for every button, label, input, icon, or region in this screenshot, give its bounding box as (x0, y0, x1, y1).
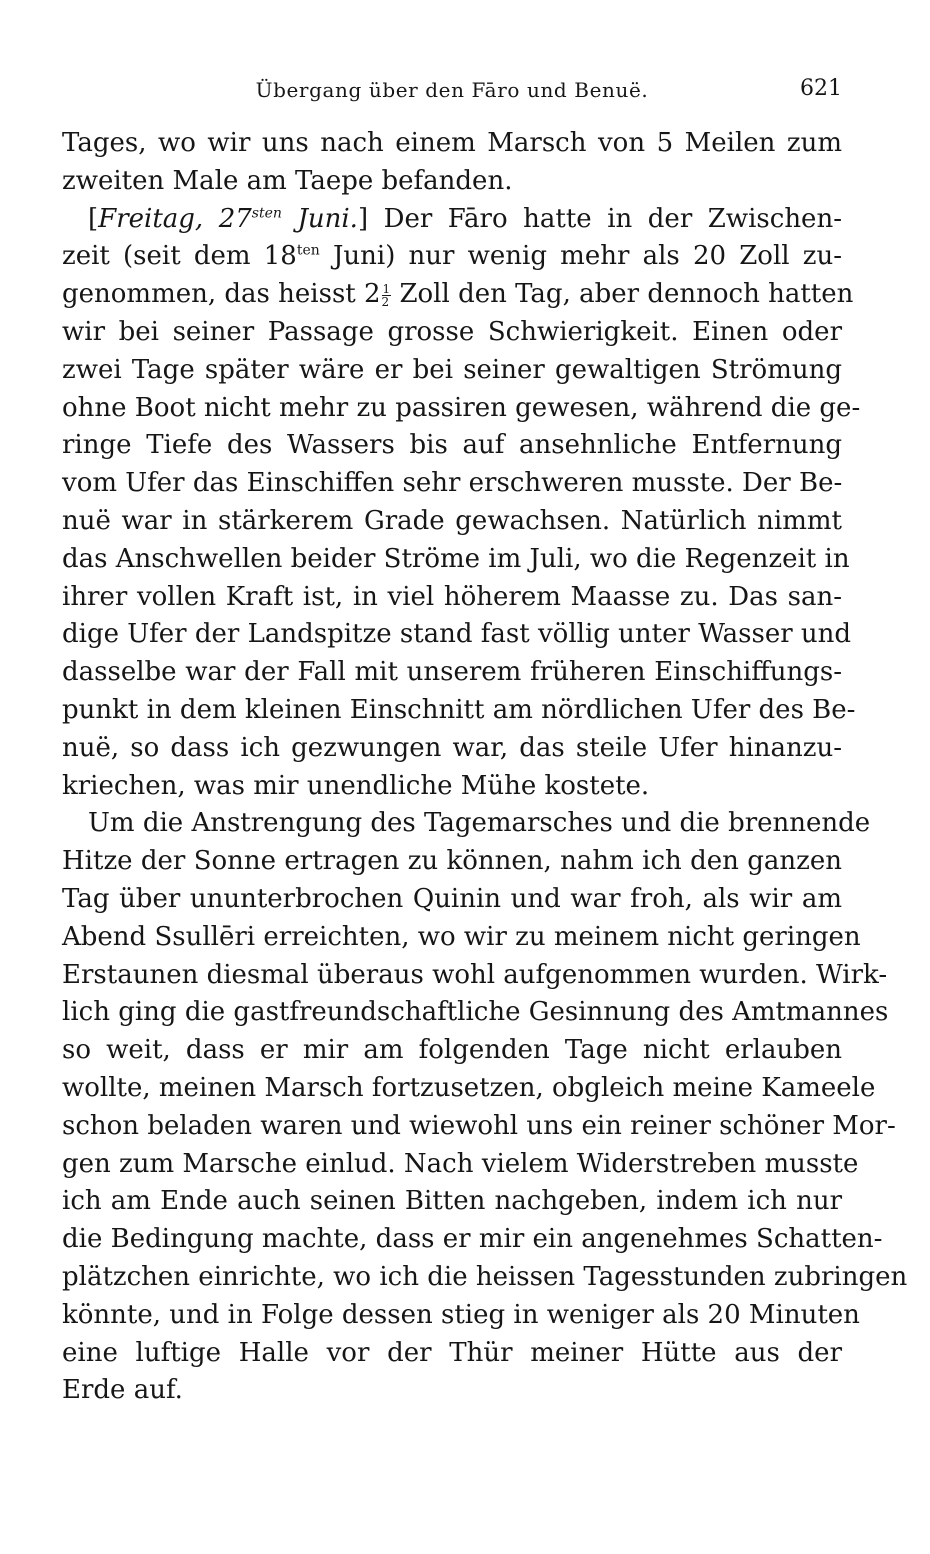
line-text: kriechen, was mir unendliche Mühe kostete. (62, 770, 650, 801)
line-text: so weit, dass er mir am folgenden Tage nicht erlauben (62, 1035, 842, 1066)
bracket-text: [ (88, 203, 99, 234)
text-line (62, 1032, 842, 1070)
text-line (62, 352, 842, 390)
text-line (62, 1297, 860, 1335)
running-head: Übergang über den Fāro und Benuë. (255, 78, 649, 102)
line-text: nuë war in stärkerem Grade gewachsen. Natürlich nimmt (62, 505, 842, 536)
text-line (62, 390, 861, 428)
text-line (62, 465, 842, 503)
line-text: Juni) nur wenig mehr als 20 Zoll zu- (319, 241, 842, 272)
ordinal-suffix: sten (251, 204, 282, 221)
ordinal-suffix: ten (296, 242, 320, 259)
line-text: Hitze der Sonne ertragen zu können, nahm ich den ganzen (62, 846, 842, 877)
date-text: Juni. (281, 203, 358, 234)
line-text: Erde auf. (62, 1375, 183, 1406)
line-text: vom Ufer das Einschiffen sehr erschweren musste. Der Be- (62, 468, 843, 499)
text-line (62, 957, 888, 995)
line-text: dige Ufer der Landspitze stand fast völlig unter Wasser und (62, 619, 852, 650)
text-line (62, 616, 852, 654)
line-text: eine luftige Halle vor der Thür meiner Hütte aus der (62, 1337, 842, 1368)
text-line (62, 238, 842, 276)
text-line (62, 541, 850, 579)
line-text: ihrer vollen Kraft ist, in viel höherem Maasse zu. Das san- (62, 581, 842, 612)
date-text: Freitag, 27 (98, 203, 252, 234)
line-text: könnte, und in Folge dessen stieg in weniger als 20 Minuten (62, 1299, 860, 1330)
line-text: Abend Ssullēri erreichten, wo wir zu meinem nicht geringen (62, 921, 861, 952)
line-text: Zoll den Tag, aber dennoch hatten (391, 279, 854, 310)
text-line (62, 881, 842, 919)
line-text: Um die Anstrengung des Tagemarsches und die brennende (88, 808, 871, 839)
line-text: lich ging die gastfreundschaftliche Gesinnung des Amtmannes (62, 997, 889, 1028)
text-line (62, 1372, 842, 1410)
text-line (62, 919, 861, 957)
fraction-denominator: 2 (381, 294, 390, 309)
line-text: dasselbe war der Fall mit unserem früheren Einschiffungs- (62, 657, 842, 688)
text-line (62, 1146, 859, 1184)
text-line (62, 768, 842, 806)
text-line (62, 1108, 896, 1146)
text-line (62, 843, 842, 881)
line-text: gen zum Marsche einlud. Nach vielem Widerstreben musste (62, 1148, 859, 1179)
line-text: schon beladen waren und wiewohl uns ein reiner schöner Mor- (62, 1110, 896, 1141)
line-text: Tages, wo wir uns nach einem Marsch von 5 Meilen zum (62, 128, 842, 158)
line-text: punkt in dem kleinen Einschnitt am nördlichen Ufer des Be- (62, 694, 856, 725)
line-text: wollte, meinen Marsch fortzusetzen, obgleich meine Kameele (62, 1072, 876, 1103)
line-text: plätzchen einrichte, wo ich die heissen Tagesstunden zubringen (62, 1261, 908, 1292)
text-line (62, 692, 856, 730)
page-number: 621 (800, 76, 842, 101)
text-line (62, 1183, 842, 1221)
line-text: das Anschwellen beider Ströme im Juli, wo die Regenzeit in (62, 543, 850, 574)
line-text: zwei Tage später wäre er bei seiner gewaltigen Strömung (62, 354, 842, 385)
text-line (62, 503, 842, 541)
line-text: Tag über ununterbrochen Quinin und war froh, als wir am (62, 883, 842, 914)
fraction-numerator: 1 (382, 281, 391, 296)
line-text: wir bei seiner Passage grosse Schwierigkeit. Einen oder (62, 316, 842, 347)
line-text: genommen, das heisst 2 (62, 279, 381, 310)
fraction (382, 283, 392, 308)
text-line (62, 125, 842, 163)
text-line (62, 314, 842, 352)
text-line (62, 1070, 876, 1108)
line-text: Erstaunen diesmal überaus wohl aufgenommen wurden. Wirk- (62, 959, 888, 990)
line-text: zweiten Male am Taepe befanden. (62, 165, 513, 196)
body-text (62, 125, 908, 1410)
line-text: die Bedingung machte, dass er mir ein angenehmes Schatten- (62, 1224, 883, 1255)
text-line (62, 654, 842, 692)
text-line (62, 163, 842, 201)
text-line (62, 427, 842, 465)
line-text: nuë, so dass ich gezwungen war, das steile Ufer hinanzu- (62, 732, 842, 763)
page-header (62, 78, 842, 110)
text-line (62, 994, 889, 1032)
text-line (62, 1259, 908, 1297)
text-line (62, 276, 854, 314)
text-line (62, 1335, 842, 1373)
line-text: ] Der Fāro hatte in der Zwischen- (357, 203, 842, 234)
text-line (62, 579, 842, 617)
line-text: ohne Boot nicht mehr zu passiren gewesen, während die ge- (62, 392, 861, 423)
line-text: ringe Tiefe des Wassers bis auf ansehnliche Entfernung (62, 430, 842, 461)
text-line (62, 1221, 883, 1259)
line-text: zeit (seit dem 18 (62, 241, 297, 272)
text-line (62, 201, 842, 239)
text-line (62, 805, 871, 843)
line-text: ich am Ende auch seinen Bitten nachgeben, indem ich nur (62, 1186, 842, 1217)
text-line (62, 730, 842, 768)
